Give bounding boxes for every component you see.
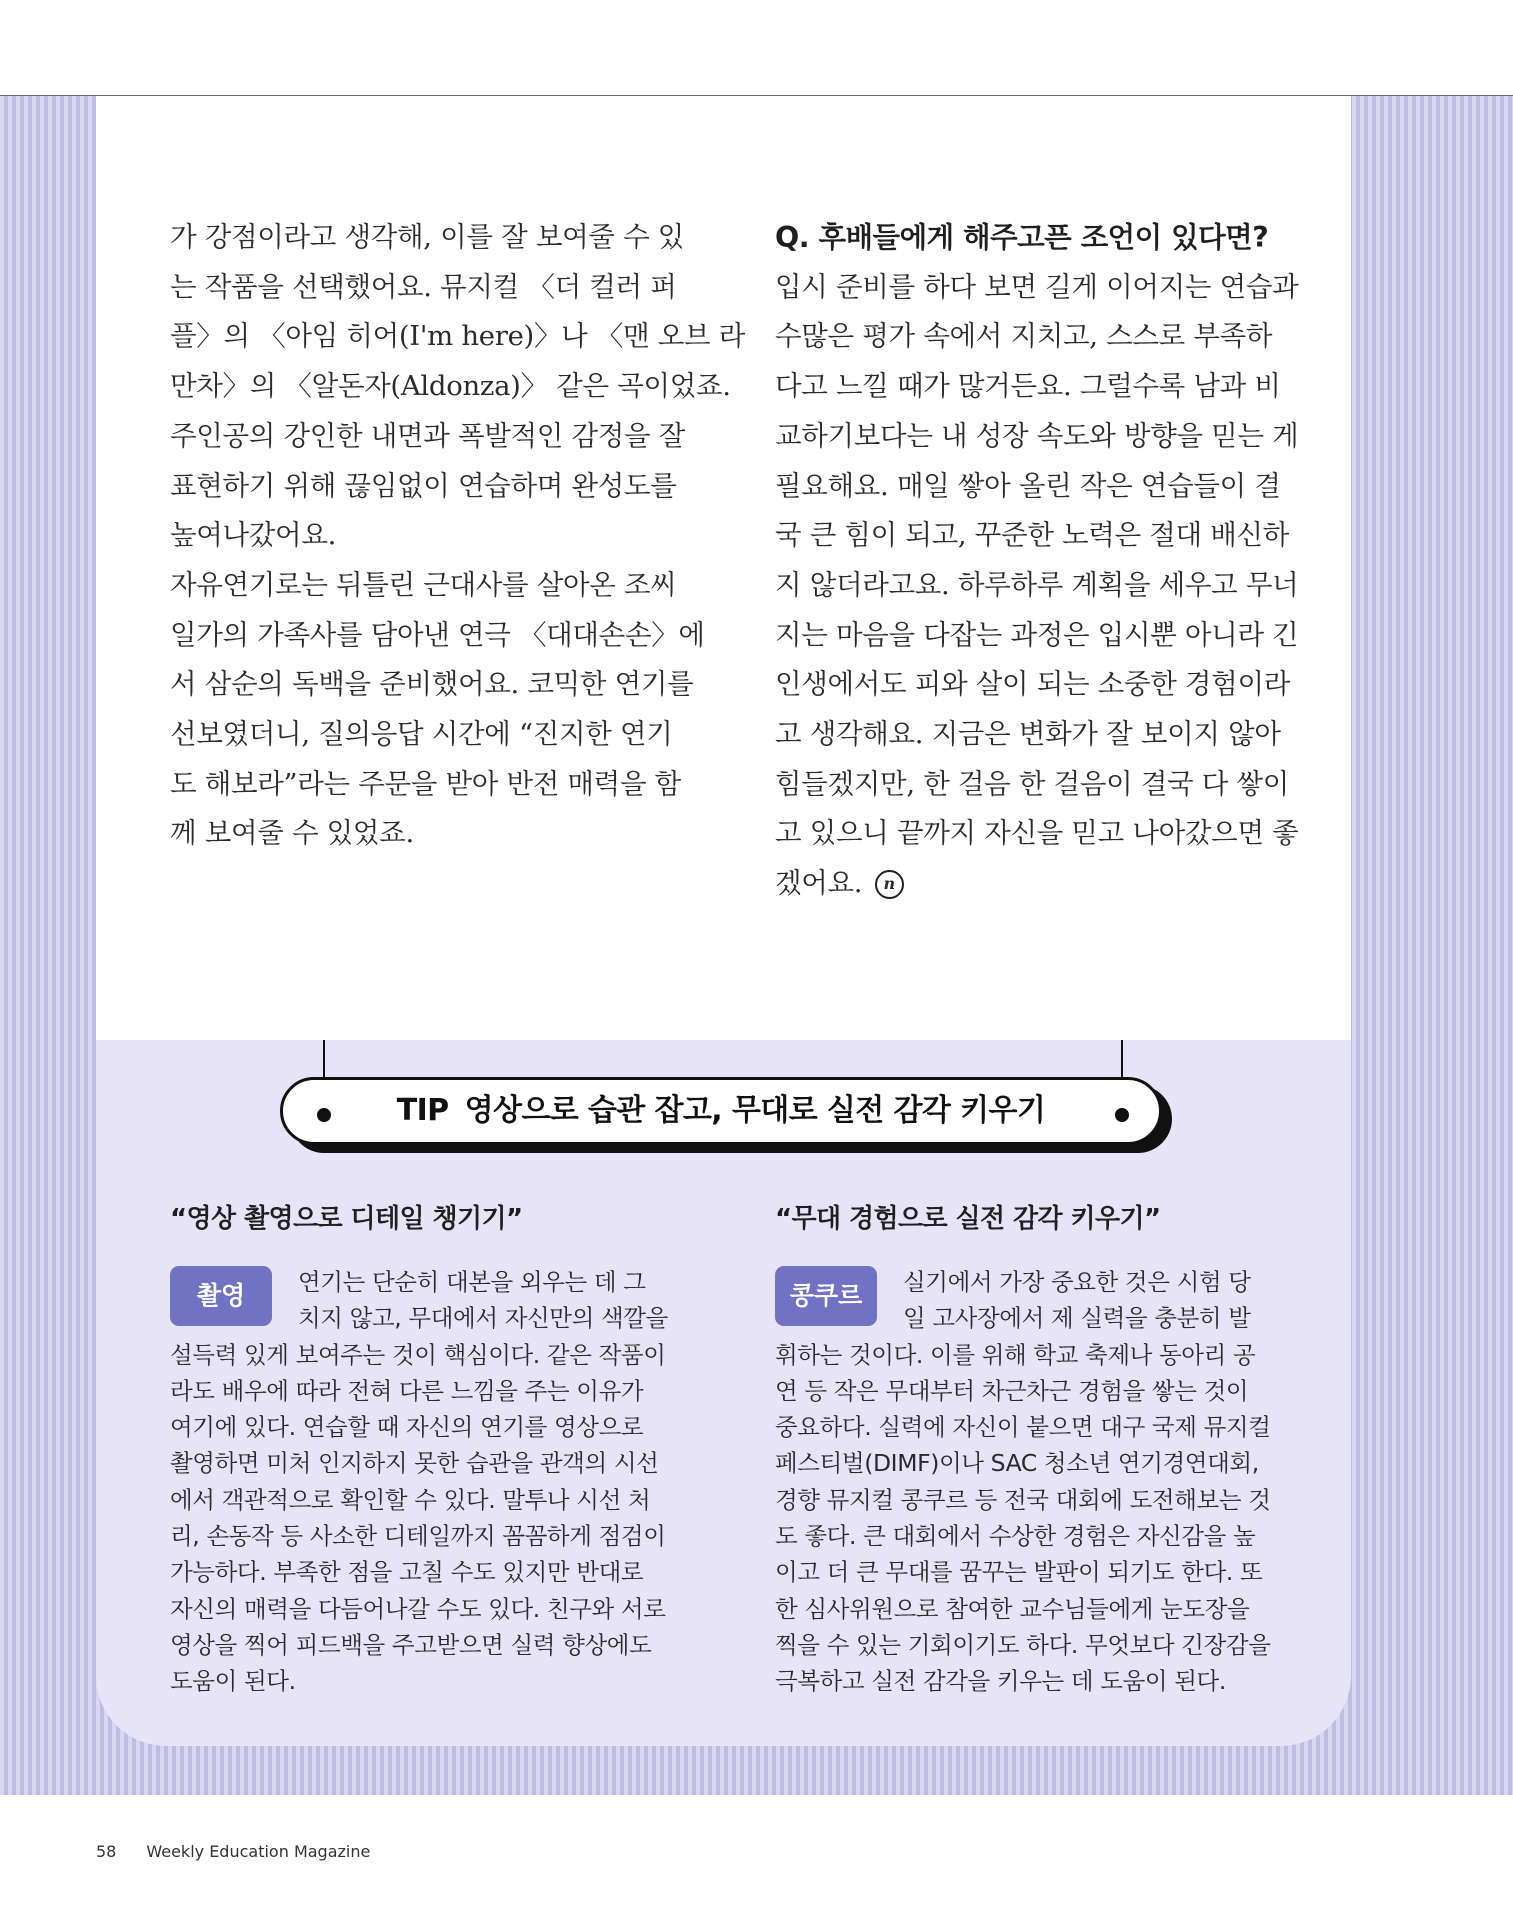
text-line: 일가의 가족사를 담아낸 연극 〈대대손손〉에 <box>170 618 705 651</box>
text-line: 극복하고 실전 감각을 키우는 데 도움이 된다. <box>775 1667 1226 1696</box>
text-line: 여기에 있다. 연습할 때 자신의 연기를 영상으로 <box>170 1413 644 1442</box>
tip-right-badge: 콩쿠르 <box>775 1266 877 1326</box>
text-line: 리, 손동작 등 사소한 디테일까지 꼼꼼하게 점검이 <box>170 1522 666 1551</box>
text-line: 선보였더니, 질의응답 시간에 “진지한 연기 <box>170 718 673 751</box>
article-left-column <box>170 213 746 859</box>
text-line: 서 삼순의 독백을 준비했어요. 코믹한 연기를 <box>170 668 694 701</box>
text-line: 가 강점이라고 생각해, 이를 잘 보여줄 수 있 <box>170 221 685 253</box>
tip-left-heading: “영상 촬영으로 디테일 챙기기” <box>170 1204 523 1234</box>
text-line: 자신의 매력을 다듬어나갈 수도 있다. 친구와 서로 <box>170 1594 666 1623</box>
text-line: 께 보여줄 수 있었죠. <box>170 817 414 850</box>
end-mark-icon: n <box>875 870 904 899</box>
text-line: 가능하다. 부족한 점을 고칠 수도 있지만 반대로 <box>170 1558 644 1587</box>
text-line: 필요해요. 매일 쌓아 올린 작은 연습들이 결 <box>775 469 1281 502</box>
text-line: 한 심사위원으로 참여한 교수님들에게 눈도장을 <box>775 1594 1250 1623</box>
tip-left-column <box>170 1200 690 1700</box>
text-line: 고 있으니 끝까지 자신을 믿고 나아갔으면 좋 <box>775 817 1299 850</box>
text-line: 표현하기 위해 끊임없이 연습하며 완성도를 <box>170 469 677 502</box>
text-line: 영상을 찍어 피드백을 주고받으면 실력 향상에도 <box>170 1630 652 1659</box>
tip-dot-right <box>1115 1108 1129 1122</box>
text-line: 연기는 단순히 대본을 외우는 데 그 <box>298 1268 646 1296</box>
text-line: 고 생각해요. 지금은 변화가 잘 보이지 않아 <box>775 718 1281 751</box>
text-line: 국 큰 힘이 되고, 꾸준한 노력은 절대 배신하 <box>775 519 1290 552</box>
text-line: 겠어요. <box>775 867 863 900</box>
text-line: 촬영하면 미처 인지하지 못한 습관을 관객의 시선 <box>170 1449 659 1478</box>
tip-title-bar <box>280 1077 1162 1145</box>
text-line: 입시 준비를 하다 보면 길게 이어지는 연습과 <box>775 270 1299 303</box>
text-line: 힘들겠지만, 한 걸음 한 걸음이 결국 다 쌓이 <box>775 767 1290 800</box>
text-line: 설득력 있게 보여주는 것이 핵심이다. 같은 작품이 <box>170 1340 666 1369</box>
page-number: 58 <box>96 1842 117 1861</box>
question-heading: Q. 후배들에게 해주고픈 조언이 있다면? <box>775 221 1269 254</box>
text-line: 지 않더라고요. 하루하루 계획을 세우고 무너 <box>775 568 1299 601</box>
text-line: 는 작품을 선택했어요. 뮤지컬 〈더 컬러 퍼 <box>170 270 677 303</box>
text-line: 치지 않고, 무대에서 자신만의 색깔을 <box>298 1304 668 1333</box>
text-line: 도 좋다. 큰 대회에서 수상한 경험은 자신감을 높 <box>775 1522 1256 1551</box>
text-line: 도움이 된다. <box>170 1667 296 1696</box>
tip-title: 영상으로 습관 잡고, 무대로 실전 감각 키우기 <box>464 1093 1046 1128</box>
tip-left-badge: 촬영 <box>170 1266 272 1326</box>
text-line: 도 해보라”라는 주문을 받아 반전 매력을 함 <box>170 767 681 800</box>
text-line: 플〉의 〈아임 히어(I'm here)〉나 〈맨 오브 라 <box>170 320 746 353</box>
text-line: 자유연기로는 뒤틀린 근대사를 살아온 조씨 <box>170 568 677 601</box>
text-line: 경향 뮤지컬 콩쿠르 등 전국 대회에 도전해보는 것 <box>775 1485 1271 1514</box>
tip-right-heading: “무대 경험으로 실전 감각 키우기” <box>775 1204 1161 1234</box>
text-line: 라도 배우에 따라 전혀 다른 느낌을 주는 이유가 <box>170 1376 644 1405</box>
text-line: 이고 더 큰 무대를 꿈꾸는 발판이 되기도 한다. 또 <box>775 1558 1263 1587</box>
text-line: 페스티벌(DIMF)이나 SAC 청소년 연기경연대회, <box>775 1449 1259 1478</box>
text-line: 인생에서도 피와 살이 되는 소중한 경험이라 <box>775 668 1290 701</box>
text-line: 일 고사장에서 제 실력을 충분히 발 <box>903 1304 1251 1333</box>
text-line: 다고 느낄 때가 많거든요. 그럴수록 남과 비 <box>775 370 1281 403</box>
article-right-column <box>775 213 1299 909</box>
text-line-last <box>775 859 1295 909</box>
text-line: 만차〉의 〈알돈자(Aldonza)〉 같은 곡이었죠. <box>170 370 731 403</box>
magazine-name: Weekly Education Magazine <box>146 1842 371 1861</box>
text-line: 지는 마음을 다잡는 과정은 입시뿐 아니라 긴 <box>775 618 1299 651</box>
text-line: 실기에서 가장 중요한 것은 시험 당 <box>903 1268 1251 1296</box>
text-line: 수많은 평가 속에서 지치고, 스스로 부족하 <box>775 320 1273 353</box>
text-line: 높여나갔어요. <box>170 519 337 552</box>
text-line: 에서 객관적으로 확인할 수 있다. 말투나 시선 처 <box>170 1485 651 1514</box>
text-line: 교하기보다는 내 성장 속도와 방향을 믿는 게 <box>775 419 1299 452</box>
page-footer <box>96 1842 370 1861</box>
tip-dot-left <box>317 1108 331 1122</box>
text-line: 휘하는 것이다. 이를 위해 학교 축제나 동아리 공 <box>775 1340 1256 1369</box>
text-line: 주인공의 강인한 내면과 폭발적인 감정을 잘 <box>170 419 685 452</box>
text-line: 찍을 수 있는 기회이기도 하다. 무엇보다 긴장감을 <box>775 1630 1271 1659</box>
text-line: 중요하다. 실력에 자신이 붙으면 대구 국제 뮤지컬 <box>775 1413 1271 1442</box>
tip-tag: TIP <box>396 1093 449 1128</box>
tip-right-column <box>775 1200 1295 1700</box>
text-line: 연 등 작은 무대부터 차근차근 경험을 쌓는 것이 <box>775 1376 1249 1405</box>
